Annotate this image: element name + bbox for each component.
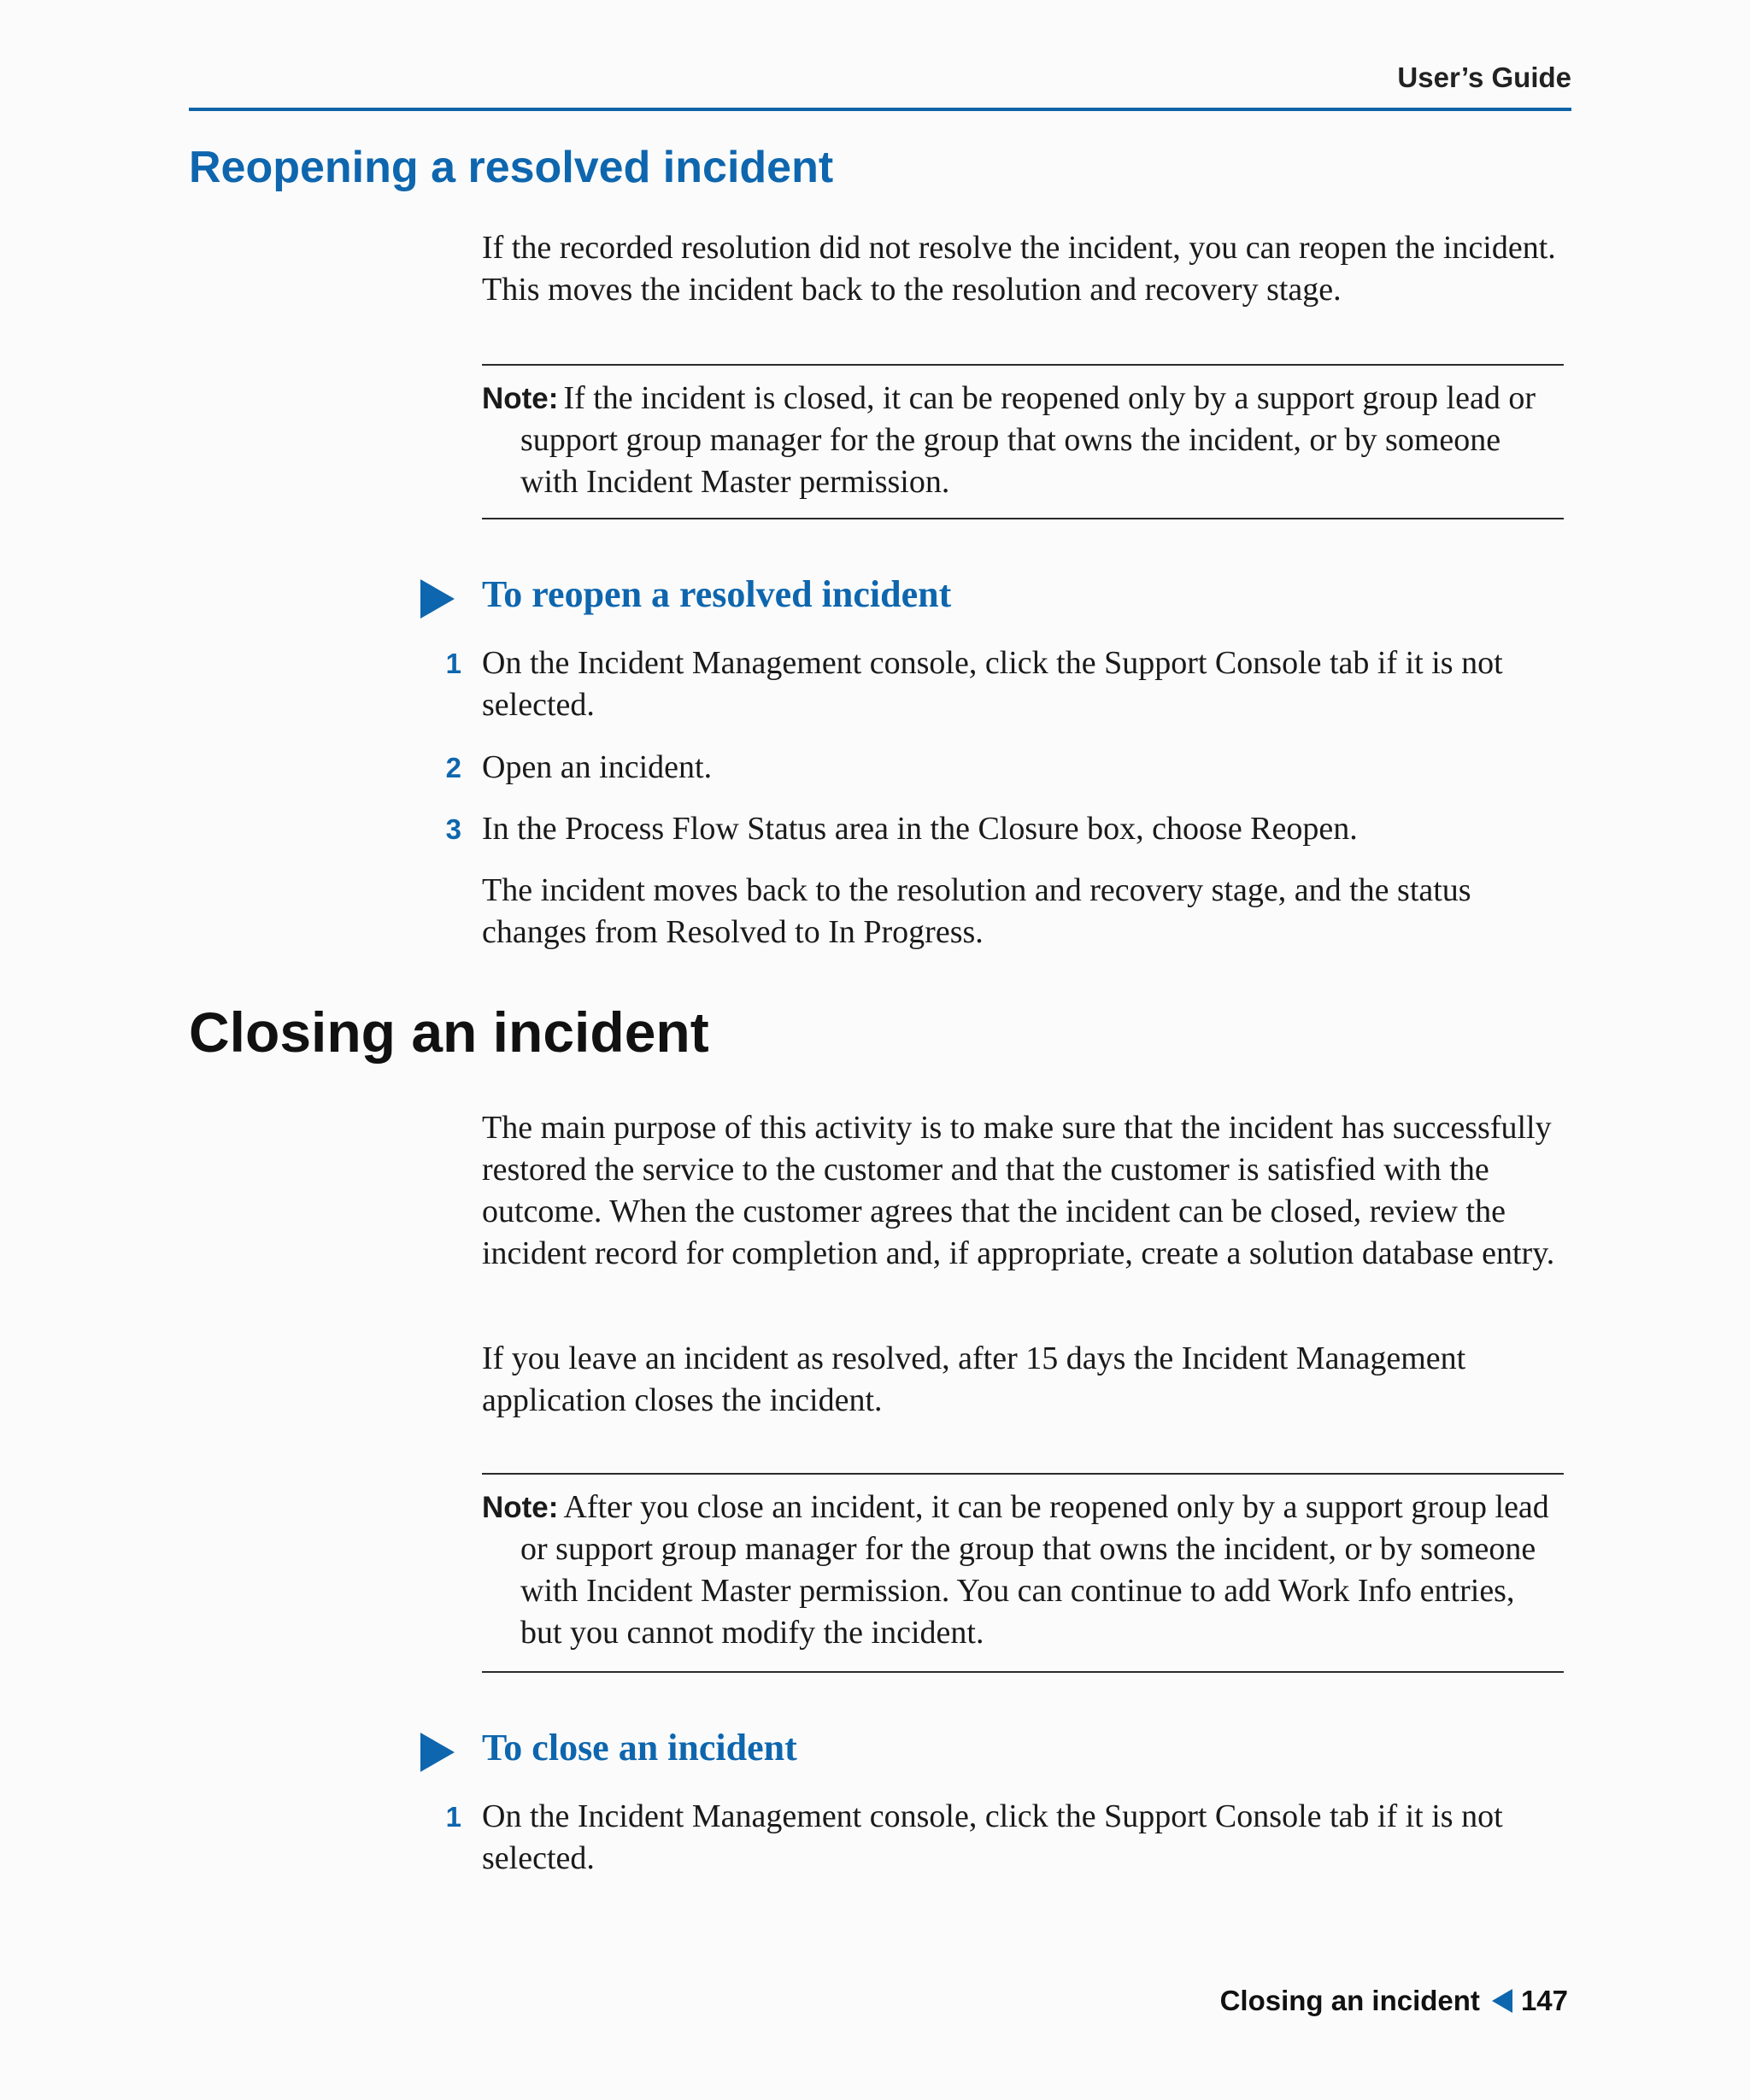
close-paragraph-1-text: The main purpose of this activity is to make sure that the incident has successfully restored the service to the customer and that the customer is satisfied with the outcome. When the customer agrees that the incident can be closed, review the incident record for completion and, if appropriate, create a solution database entry. bbox=[482, 1110, 1555, 1271]
note-label: Note: bbox=[482, 1491, 559, 1524]
page-number: 147 bbox=[1520, 1985, 1568, 2016]
left-triangle-icon bbox=[1492, 1989, 1512, 2013]
reopen-note bbox=[482, 378, 1564, 503]
reopen-step-1 bbox=[427, 642, 1567, 726]
step-number: 3 bbox=[445, 813, 461, 845]
reopen-intro-text: If the recorded resolution did not resolve the incident, you can reopen the incident. This moves the incident back to the resolution and recovery stage. bbox=[482, 230, 1556, 308]
step-text: On the Incident Management console, click the Support Console tab if it is not selected. bbox=[482, 645, 1503, 723]
step-text: Open an incident. bbox=[482, 749, 713, 785]
reopen-note-text: If the incident is closed, it can be reopened only by a support group lead or support group manager for the group that owns the incident, or by someone with Incident Master permission. bbox=[520, 380, 1536, 500]
page-footer bbox=[1220, 1982, 1568, 2020]
procedure-title-reopen: To reopen a resolved incident bbox=[482, 573, 952, 615]
close-note bbox=[482, 1487, 1564, 1654]
step-number: 1 bbox=[445, 648, 461, 679]
note-label: Note: bbox=[482, 382, 559, 415]
footer-section-name: Closing an incident bbox=[1219, 1985, 1480, 2016]
section-title-close: Closing an incident bbox=[189, 1000, 709, 1064]
reopen-result-text: The incident moves back to the resolution and recovery stage, and the status changes from Resolved to In Progress. bbox=[482, 872, 1471, 950]
step-text: On the Incident Management console, click the Support Console tab if it is not selected. bbox=[482, 1798, 1503, 1876]
procedure-arrow-icon bbox=[420, 579, 455, 619]
close-paragraph-2 bbox=[482, 1338, 1567, 1422]
step-number: 2 bbox=[445, 752, 461, 783]
close-note-text: After you close an incident, it can be reopened only by a support group lead or support group manager for the group that owns the incident, or by someone with Incident Master permission. You can continue to add Work Info entries, but you cannot modify the incident. bbox=[520, 1489, 1549, 1651]
reopen-step-3 bbox=[427, 808, 1567, 850]
procedure-arrow-icon bbox=[420, 1733, 455, 1772]
procedure-title-close: To close an incident bbox=[482, 1727, 797, 1769]
reopen-result-paragraph bbox=[482, 870, 1567, 953]
close-paragraph-1 bbox=[482, 1107, 1567, 1275]
reopen-step-2 bbox=[427, 747, 1567, 789]
header-rule bbox=[189, 108, 1571, 111]
step-number: 1 bbox=[445, 1801, 461, 1833]
reopen-intro-paragraph bbox=[482, 227, 1567, 311]
step-text: In the Process Flow Status area in the Closure box, choose Reopen. bbox=[482, 811, 1358, 847]
running-header: User’s Guide bbox=[1397, 62, 1571, 93]
reopen-note-box bbox=[482, 364, 1564, 519]
close-note-box bbox=[482, 1473, 1564, 1673]
section-title-reopen: Reopening a resolved incident bbox=[189, 143, 834, 192]
close-step-1 bbox=[427, 1796, 1567, 1880]
close-paragraph-2-text: If you leave an incident as resolved, after 15 days the Incident Management application closes the incident. bbox=[482, 1340, 1466, 1418]
